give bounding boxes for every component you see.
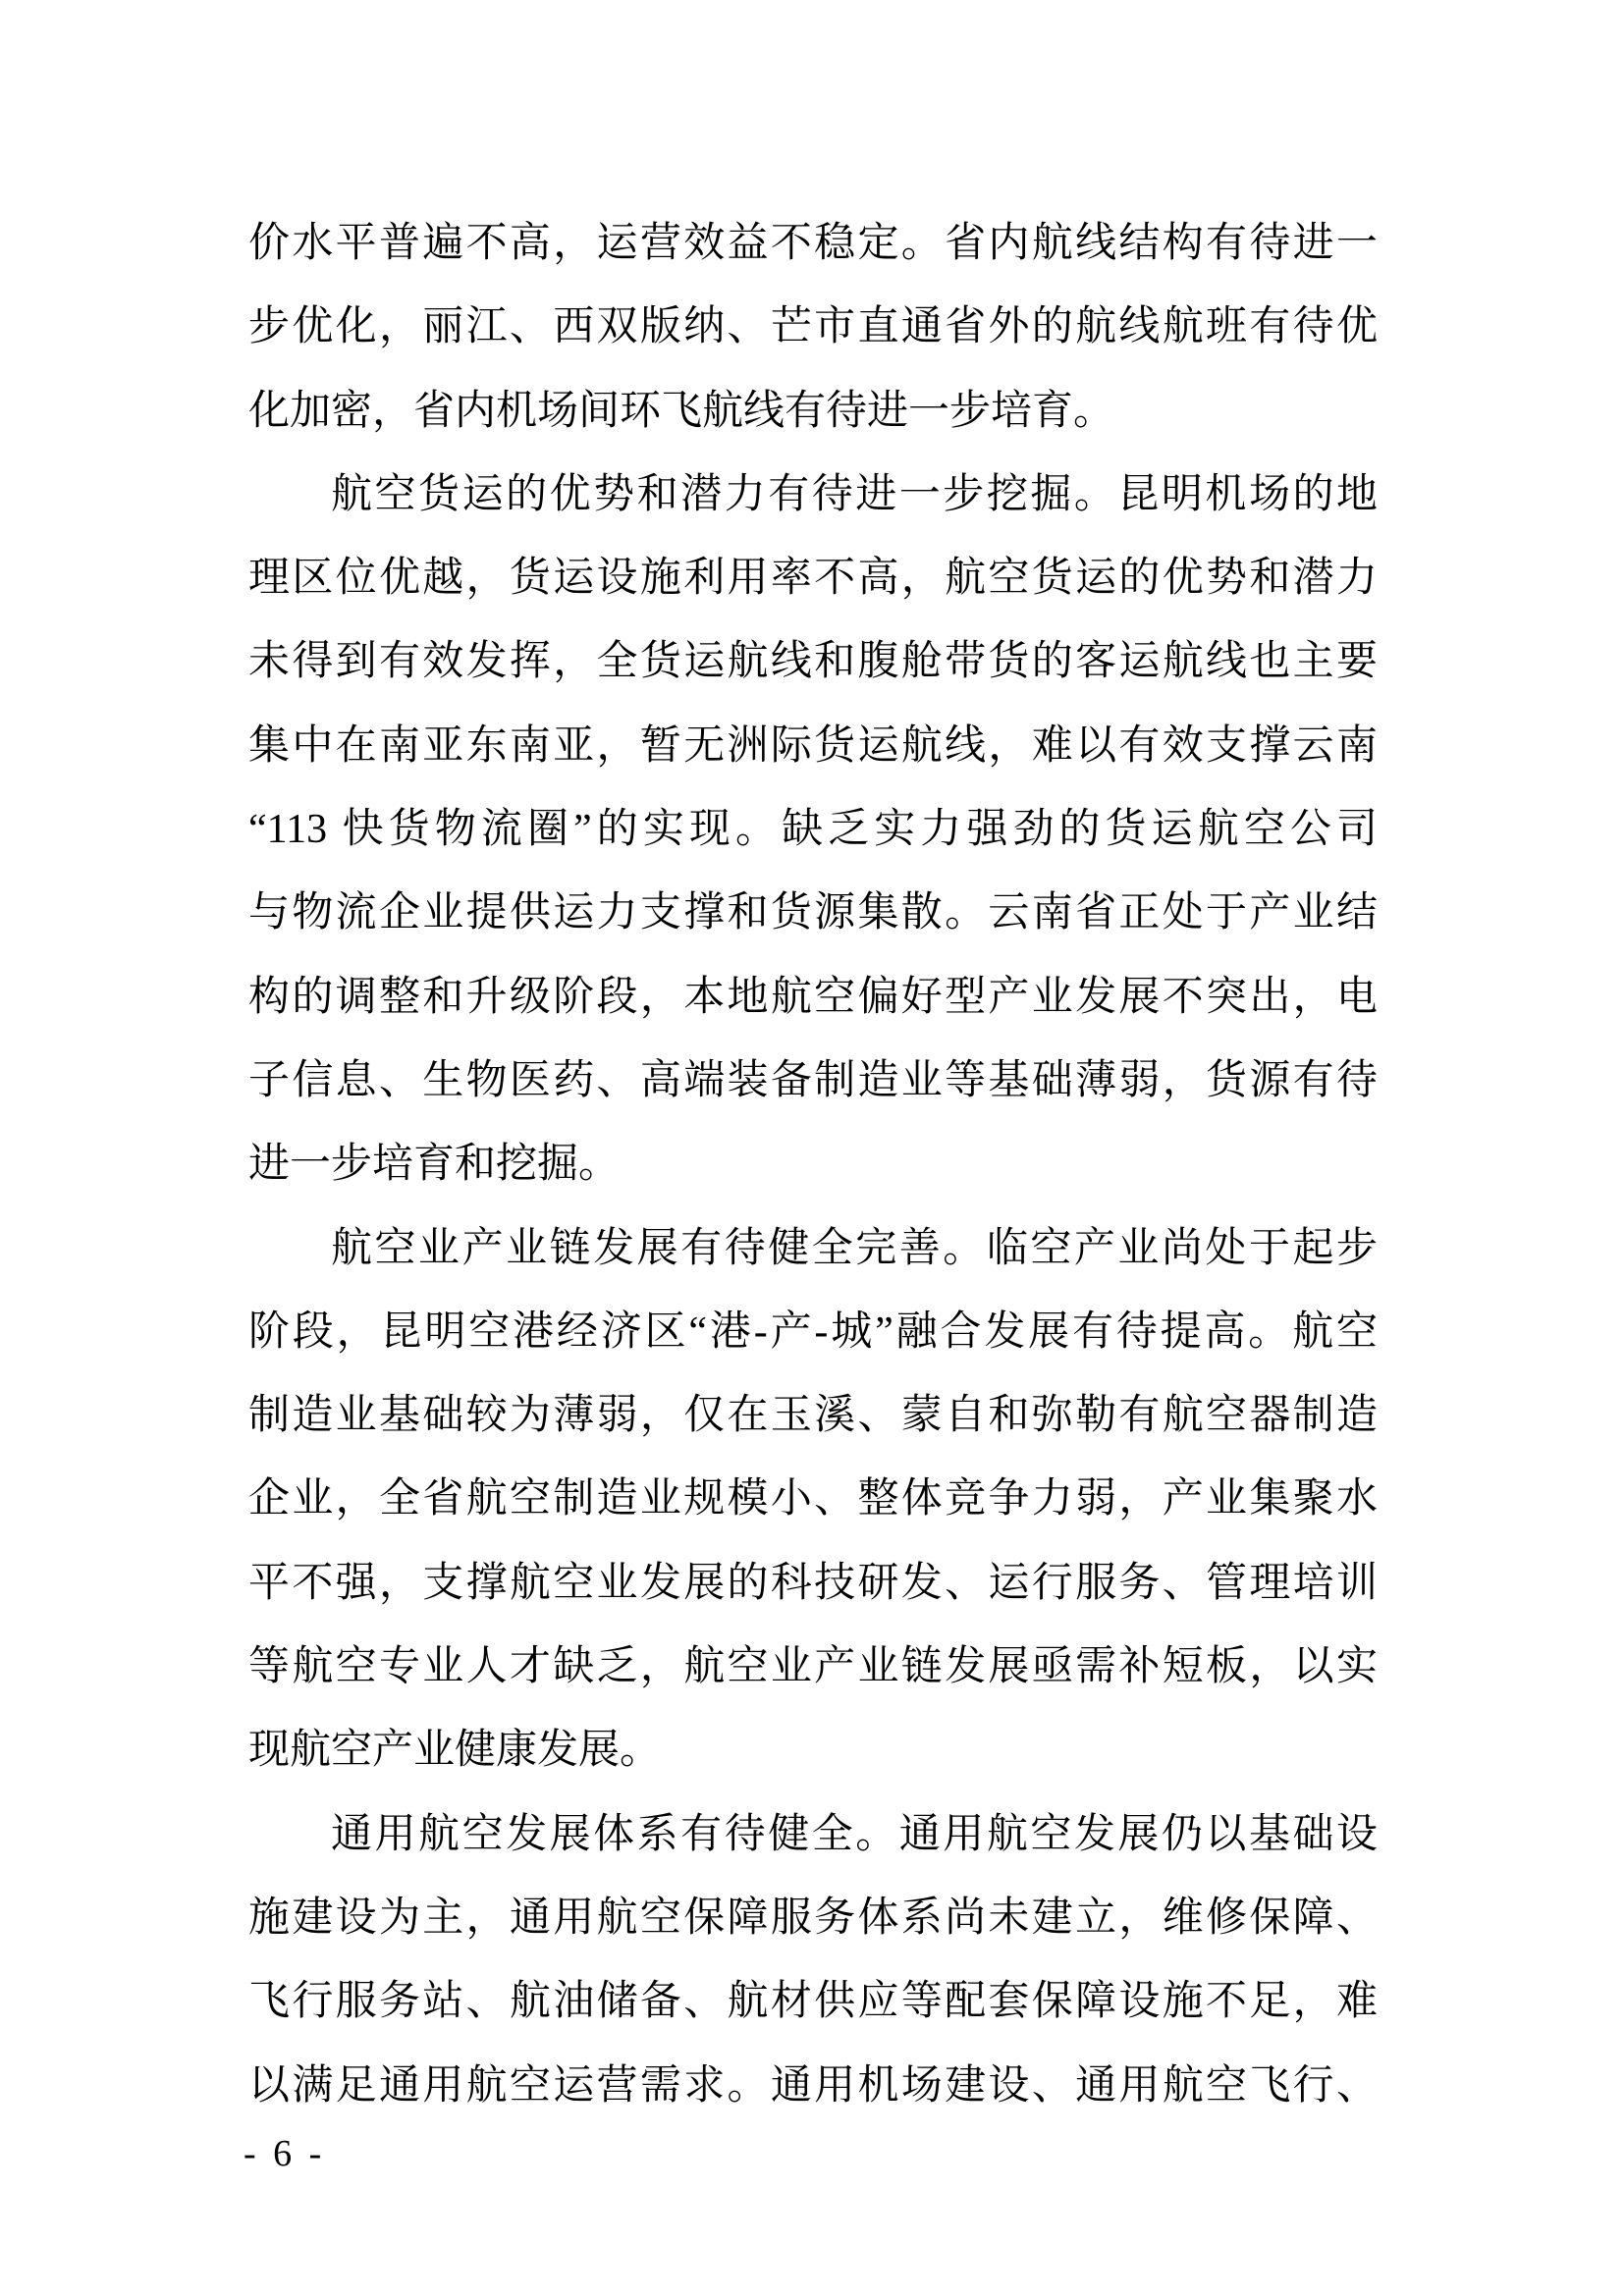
page-number: - 6 - [244, 2133, 326, 2174]
text-line: 与物流企业提供运力支撑和货源集散。云南省正处于产业结 [248, 890, 1378, 936]
text-line: 通用航空发展体系有待健全。通用航空发展仍以基础设 [331, 1811, 1378, 1857]
text-line: 集中在南亚东南亚，暂无洲际货运航线，难以有效支撑云南 [248, 722, 1378, 769]
text-line: 子信息、生物医药、高端装备制造业等基础薄弱，货源有待 [248, 1057, 1378, 1103]
text-line: 化加密，省内机场间环飞航线有待进一步培育。 [248, 388, 1115, 434]
text-line: 进一步培育和挖掘。 [248, 1142, 621, 1188]
text-line: 价水平普遍不高，运营效益不稳定。省内航线结构有待进一 [248, 221, 1378, 266]
body-text-block [248, 202, 1378, 2128]
text-line: 以满足通用航空运营需求。通用机场建设、通用航空飞行、 [248, 2062, 1378, 2109]
text-line: 理区位优越，货运设施利用率不高，航空货运的优势和潜力 [248, 556, 1378, 602]
text-line: 平不强，支撑航空业发展的科技研发、运行服务、管理培训 [248, 1560, 1378, 1606]
text-line: 构的调整和升级阶段，本地航空偏好型产业发展不突出，电 [248, 974, 1378, 1020]
text-line: 制造业基础较为薄弱，仅在玉溪、蒙自和弥勒有航空器制造 [248, 1393, 1378, 1439]
text-line: 等航空专业人才缺乏，航空业产业链发展亟需补短板，以实 [248, 1644, 1378, 1690]
text-line: 现航空产业健康发展。 [248, 1728, 662, 1774]
text-line: 未得到有效发挥，全货运航线和腹舱带货的客运航线也主要 [248, 639, 1378, 685]
text-line: 航空业产业链发展有待健全完善。临空产业尚处于起步 [331, 1225, 1378, 1271]
text-line: 企业，全省航空制造业规模小、整体竞争力弱，产业集聚水 [248, 1476, 1378, 1522]
text-line: “113 快货物流圈”的实现。缺乏实力强劲的货运航空公司 [248, 807, 1378, 853]
text-line: 航空货运的优势和潜力有待进一步挖掘。昆明机场的地 [331, 471, 1378, 517]
text-line: 飞行服务站、航油储备、航材供应等配套保障设施不足，难 [248, 1979, 1378, 2025]
text-line: 阶段，昆明空港经济区“港-产-城”融合发展有待提高。航空 [248, 1308, 1378, 1355]
text-line: 施建设为主，通用航空保障服务体系尚未建立，维修保障、 [248, 1895, 1378, 1941]
text-line: 步优化，丽江、西双版纳、芒市直通省外的航线航班有待优 [248, 304, 1378, 350]
